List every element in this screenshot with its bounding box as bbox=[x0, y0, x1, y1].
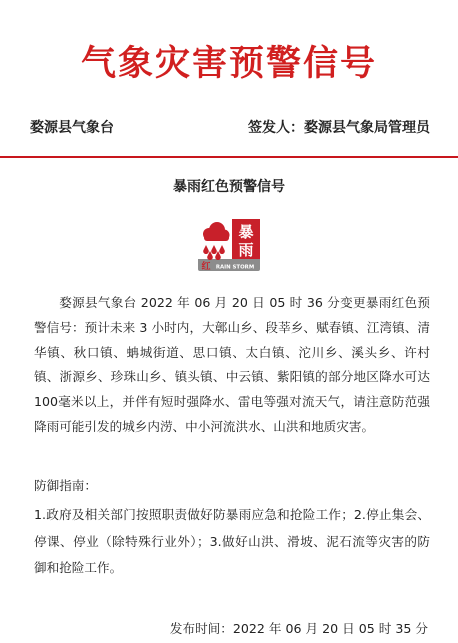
signal-title: 暴雨红色预警信号 bbox=[173, 179, 285, 195]
guide-label: 防御指南： bbox=[34, 478, 97, 493]
warning-body: 婺源县气象台 2022 年 06 月 20 日 05 时 36 分变更暴雨红色预警信号：预计未来 3 小时内，大鄣山乡、段莘乡、赋春镇、江湾镇、清华镇、秋口镇、蚺城街道、思口镇、太白镇、沱川乡、溪头乡、许村镇、浙源乡、珍珠山乡、镇头镇、中云镇、紫阳镇的部分地区降水可达 100毫米以上，并伴有短时强降水、雷电等强对流天气，请注意防范强降雨可能引发的城乡内涝、中小河流洪水、山洪和地质灾害。 bbox=[34, 295, 430, 434]
icon-english-label: RAIN STORM bbox=[215, 264, 255, 271]
icon-small-char: 红 bbox=[201, 262, 211, 271]
icon-char-top: 暴 bbox=[238, 223, 254, 241]
rainstorm-red-warning-icon bbox=[198, 219, 260, 271]
banner-title: 气象灾害预警信号 bbox=[80, 43, 377, 84]
separator-line bbox=[0, 156, 458, 158]
guide-text: 1.政府及相关部门按照职责做好防暴雨应急和抢险工作；2.停止集会、停课、停业（除特殊行业外）；3.做好山洪、滑坡、泥石流等灾害的防御和抢险工作。 bbox=[34, 507, 430, 575]
issuer: 婺源县气象台 bbox=[30, 120, 114, 136]
signer: 签发人：婺源县气象局管理员 bbox=[248, 120, 430, 136]
publish-time: 发布时间：2022 年 06 月 20 日 05 时 35 分 bbox=[169, 621, 428, 636]
icon-char-bottom: 雨 bbox=[238, 241, 254, 259]
